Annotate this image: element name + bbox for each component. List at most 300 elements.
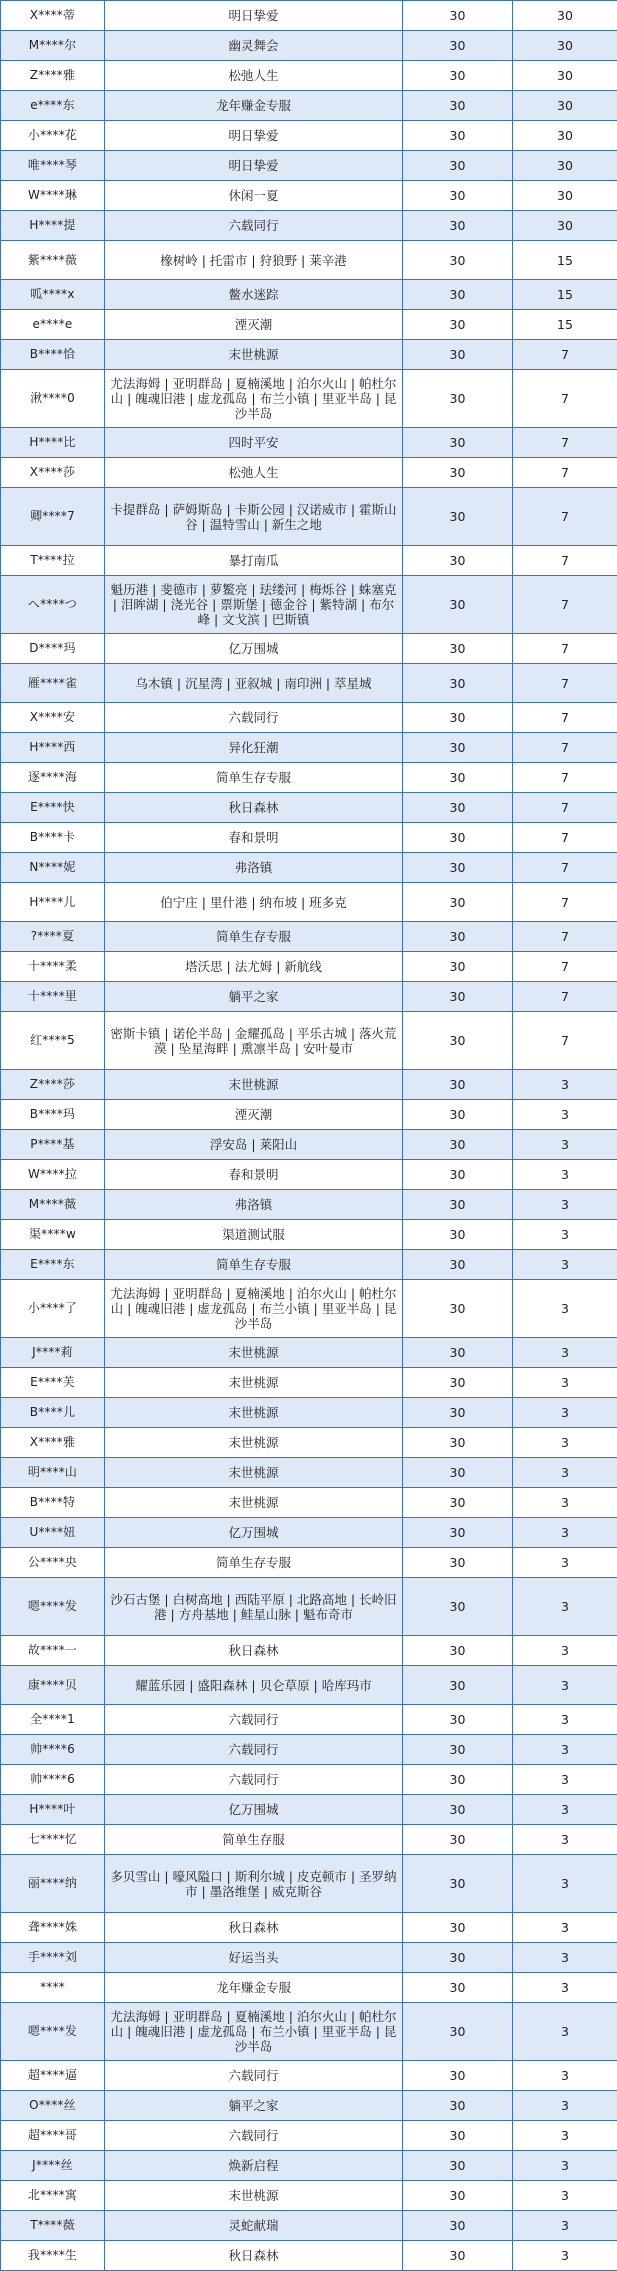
value-a-cell: 30 bbox=[403, 2091, 513, 2121]
table-row bbox=[1, 1190, 617, 1220]
server-cell: 密斯卡镇 | 诺伦半岛 | 金耀孤岛 | 平乐古城 | 落火荒漠 | 坠星海畔 | 熏凛半岛 | 安叶曼市 bbox=[105, 1012, 403, 1070]
value-a-cell: 30 bbox=[403, 61, 513, 91]
table-row bbox=[1, 1130, 617, 1160]
server-cell: 简单生存服 bbox=[105, 1825, 403, 1855]
table-row bbox=[1, 2061, 617, 2091]
server-cell: 六载同行 bbox=[105, 1705, 403, 1735]
value-a-cell: 30 bbox=[403, 211, 513, 241]
server-cell: 躺平之家 bbox=[105, 982, 403, 1012]
server-cell: 卡提群岛 | 萨姆斯岛 | 卡斯公园 | 汉诺威市 | 霍斯山谷 | 温特雪山 | 新生之地 bbox=[105, 488, 403, 546]
username-cell: 帅****6 bbox=[1, 1765, 105, 1795]
server-cell: 末世桃源 bbox=[105, 1458, 403, 1488]
value-b-cell: 3 bbox=[513, 1100, 617, 1130]
server-cell: 明日挚爱 bbox=[105, 151, 403, 181]
server-cell: 春和景明 bbox=[105, 1160, 403, 1190]
value-a-cell: 30 bbox=[403, 1428, 513, 1458]
table-row bbox=[1, 952, 617, 982]
value-b-cell: 3 bbox=[513, 2003, 617, 2061]
value-a-cell: 30 bbox=[403, 1636, 513, 1666]
value-b-cell: 15 bbox=[513, 310, 617, 340]
table-row bbox=[1, 1428, 617, 1458]
value-a-cell: 30 bbox=[403, 1100, 513, 1130]
value-b-cell: 3 bbox=[513, 1825, 617, 1855]
value-b-cell: 30 bbox=[513, 91, 617, 121]
username-cell: J****丝 bbox=[1, 2151, 105, 2181]
value-b-cell: 30 bbox=[513, 1, 617, 31]
table-row bbox=[1, 370, 617, 428]
value-b-cell: 7 bbox=[513, 952, 617, 982]
table-row bbox=[1, 241, 617, 280]
username-cell: O****丝 bbox=[1, 2091, 105, 2121]
server-cell: 渠道测试服 bbox=[105, 1220, 403, 1250]
value-a-cell: 30 bbox=[403, 1578, 513, 1636]
username-cell: ?****夏 bbox=[1, 922, 105, 952]
username-cell: 卿****7 bbox=[1, 488, 105, 546]
username-cell: 小****了 bbox=[1, 1280, 105, 1338]
value-b-cell: 3 bbox=[513, 1428, 617, 1458]
value-b-cell: 7 bbox=[513, 634, 617, 664]
table-row bbox=[1, 1518, 617, 1548]
value-b-cell: 3 bbox=[513, 1458, 617, 1488]
username-cell: 小****花 bbox=[1, 121, 105, 151]
value-b-cell: 7 bbox=[513, 793, 617, 823]
value-a-cell: 30 bbox=[403, 1, 513, 31]
value-a-cell: 30 bbox=[403, 428, 513, 458]
username-cell: U****妞 bbox=[1, 1518, 105, 1548]
username-cell: H****比 bbox=[1, 428, 105, 458]
value-a-cell: 30 bbox=[403, 664, 513, 703]
value-b-cell: 7 bbox=[513, 370, 617, 428]
server-cell: 乌木镇 | 沉星湾 | 亚叙城 | 南印洲 | 萃星城 bbox=[105, 664, 403, 703]
value-a-cell: 30 bbox=[403, 1973, 513, 2003]
value-a-cell: 30 bbox=[403, 1280, 513, 1338]
username-cell: 七****忆 bbox=[1, 1825, 105, 1855]
username-cell: H****提 bbox=[1, 211, 105, 241]
value-b-cell: 3 bbox=[513, 1368, 617, 1398]
username-cell: e****东 bbox=[1, 91, 105, 121]
username-cell: X****蒂 bbox=[1, 1, 105, 31]
value-a-cell: 30 bbox=[403, 2241, 513, 2271]
server-cell: 简单生存专服 bbox=[105, 1548, 403, 1578]
value-b-cell: 7 bbox=[513, 703, 617, 733]
server-cell: 多贝雪山 | 嚎风隘口 | 斯利尔城 | 皮克顿市 | 圣罗纳市 | 墨洛维堡 | 威克斯谷 bbox=[105, 1855, 403, 1913]
value-a-cell: 30 bbox=[403, 241, 513, 280]
table-row bbox=[1, 121, 617, 151]
username-cell: 丽****纳 bbox=[1, 1855, 105, 1913]
username-cell: 聋****姝 bbox=[1, 1913, 105, 1943]
value-b-cell: 3 bbox=[513, 1578, 617, 1636]
value-a-cell: 30 bbox=[403, 823, 513, 853]
table-row bbox=[1, 1250, 617, 1280]
username-cell: 嗯****发 bbox=[1, 2003, 105, 2061]
server-cell: 躺平之家 bbox=[105, 2091, 403, 2121]
username-cell: 呱****x bbox=[1, 280, 105, 310]
username-cell: **** bbox=[1, 1973, 105, 2003]
table-row bbox=[1, 793, 617, 823]
server-cell: 秋日森林 bbox=[105, 1913, 403, 1943]
username-cell: 紫****薇 bbox=[1, 241, 105, 280]
server-cell: 暴打南瓜 bbox=[105, 546, 403, 576]
table-row bbox=[1, 1012, 617, 1070]
server-cell: 末世桃源 bbox=[105, 2181, 403, 2211]
table-row bbox=[1, 91, 617, 121]
server-cell: 异化狂潮 bbox=[105, 733, 403, 763]
server-cell: 塔沃思 | 法尤姆 | 新航线 bbox=[105, 952, 403, 982]
username-cell: 十****柔 bbox=[1, 952, 105, 982]
username-cell: 超****逼 bbox=[1, 2061, 105, 2091]
server-cell: 六载同行 bbox=[105, 2121, 403, 2151]
value-b-cell: 7 bbox=[513, 488, 617, 546]
server-cell: 龙年赚金专服 bbox=[105, 91, 403, 121]
server-cell: 秋日森林 bbox=[105, 1636, 403, 1666]
value-a-cell: 30 bbox=[403, 883, 513, 922]
table-row bbox=[1, 31, 617, 61]
username-cell: 帅****6 bbox=[1, 1735, 105, 1765]
server-cell: 六载同行 bbox=[105, 1735, 403, 1765]
username-cell: W****琳 bbox=[1, 181, 105, 211]
username-cell: へ****つ bbox=[1, 576, 105, 634]
value-b-cell: 3 bbox=[513, 1666, 617, 1705]
value-b-cell: 3 bbox=[513, 2151, 617, 2181]
value-b-cell: 7 bbox=[513, 576, 617, 634]
username-cell: Z****莎 bbox=[1, 1070, 105, 1100]
value-a-cell: 30 bbox=[403, 1488, 513, 1518]
username-cell: J****莉 bbox=[1, 1338, 105, 1368]
table-row bbox=[1, 1100, 617, 1130]
value-b-cell: 7 bbox=[513, 982, 617, 1012]
username-cell: H****儿 bbox=[1, 883, 105, 922]
value-a-cell: 30 bbox=[403, 1666, 513, 1705]
value-a-cell: 30 bbox=[403, 546, 513, 576]
value-a-cell: 30 bbox=[403, 1130, 513, 1160]
server-cell: 末世桃源 bbox=[105, 1428, 403, 1458]
table-row bbox=[1, 1160, 617, 1190]
value-b-cell: 3 bbox=[513, 1548, 617, 1578]
table-row bbox=[1, 1070, 617, 1100]
server-cell: 四时平安 bbox=[105, 428, 403, 458]
value-b-cell: 30 bbox=[513, 211, 617, 241]
server-cell: 沙石古堡 | 白树高地 | 西陆平原 | 北路高地 | 长岭旧港 | 方舟基地 | 鲑星山脉 | 魁布奇市 bbox=[105, 1578, 403, 1636]
value-b-cell: 7 bbox=[513, 853, 617, 883]
server-cell: 简单生存专服 bbox=[105, 922, 403, 952]
username-cell: M****薇 bbox=[1, 1190, 105, 1220]
server-cell: 六载同行 bbox=[105, 1765, 403, 1795]
username-cell: E****快 bbox=[1, 793, 105, 823]
table-row bbox=[1, 2241, 617, 2271]
value-a-cell: 30 bbox=[403, 1190, 513, 1220]
table-row bbox=[1, 1973, 617, 2003]
username-cell: 渠****w bbox=[1, 1220, 105, 1250]
value-a-cell: 30 bbox=[403, 1795, 513, 1825]
value-b-cell: 3 bbox=[513, 1735, 617, 1765]
server-cell: 末世桃源 bbox=[105, 1338, 403, 1368]
username-cell: 明****山 bbox=[1, 1458, 105, 1488]
value-b-cell: 3 bbox=[513, 1488, 617, 1518]
value-a-cell: 30 bbox=[403, 853, 513, 883]
server-cell: 龙年赚金专服 bbox=[105, 1973, 403, 2003]
username-cell: H****叶 bbox=[1, 1795, 105, 1825]
value-a-cell: 30 bbox=[403, 370, 513, 428]
value-b-cell: 3 bbox=[513, 1795, 617, 1825]
value-b-cell: 7 bbox=[513, 546, 617, 576]
table-row bbox=[1, 1705, 617, 1735]
table-row bbox=[1, 458, 617, 488]
value-b-cell: 3 bbox=[513, 1250, 617, 1280]
table-row bbox=[1, 1220, 617, 1250]
server-cell: 亿万围城 bbox=[105, 634, 403, 664]
value-a-cell: 30 bbox=[403, 1825, 513, 1855]
value-b-cell: 7 bbox=[513, 883, 617, 922]
value-a-cell: 30 bbox=[403, 1398, 513, 1428]
table-row bbox=[1, 181, 617, 211]
table-row bbox=[1, 211, 617, 241]
value-a-cell: 30 bbox=[403, 576, 513, 634]
table-row bbox=[1, 546, 617, 576]
value-a-cell: 30 bbox=[403, 2121, 513, 2151]
value-a-cell: 30 bbox=[403, 703, 513, 733]
username-cell: 我****生 bbox=[1, 2241, 105, 2271]
value-b-cell: 7 bbox=[513, 733, 617, 763]
table-row bbox=[1, 280, 617, 310]
value-a-cell: 30 bbox=[403, 1913, 513, 1943]
table-row bbox=[1, 922, 617, 952]
value-a-cell: 30 bbox=[403, 151, 513, 181]
value-b-cell: 3 bbox=[513, 1398, 617, 1428]
table-row bbox=[1, 1735, 617, 1765]
value-a-cell: 30 bbox=[403, 922, 513, 952]
server-cell: 春和景明 bbox=[105, 823, 403, 853]
server-cell: 末世桃源 bbox=[105, 340, 403, 370]
username-cell: 十****里 bbox=[1, 982, 105, 1012]
table-row bbox=[1, 1855, 617, 1913]
value-b-cell: 30 bbox=[513, 61, 617, 91]
value-b-cell: 30 bbox=[513, 151, 617, 181]
value-a-cell: 30 bbox=[403, 1548, 513, 1578]
server-cell: 湮灭潮 bbox=[105, 310, 403, 340]
table-row bbox=[1, 1338, 617, 1368]
value-a-cell: 30 bbox=[403, 280, 513, 310]
server-cell: 湮灭潮 bbox=[105, 1100, 403, 1130]
username-cell: 唯****琴 bbox=[1, 151, 105, 181]
value-b-cell: 3 bbox=[513, 2241, 617, 2271]
username-cell: e****e bbox=[1, 310, 105, 340]
server-cell: 鳖水迷踪 bbox=[105, 280, 403, 310]
table-row bbox=[1, 310, 617, 340]
server-cell: 秋日森林 bbox=[105, 2241, 403, 2271]
table-row bbox=[1, 733, 617, 763]
value-b-cell: 3 bbox=[513, 1518, 617, 1548]
value-b-cell: 3 bbox=[513, 1220, 617, 1250]
table-row bbox=[1, 1666, 617, 1705]
server-cell: 焕新启程 bbox=[105, 2151, 403, 2181]
username-cell: B****卡 bbox=[1, 823, 105, 853]
server-cell: 休闲一夏 bbox=[105, 181, 403, 211]
value-b-cell: 7 bbox=[513, 922, 617, 952]
table-row bbox=[1, 2211, 617, 2241]
server-cell: 弗洛镇 bbox=[105, 853, 403, 883]
value-b-cell: 3 bbox=[513, 1943, 617, 1973]
value-b-cell: 3 bbox=[513, 2061, 617, 2091]
username-cell: Z****雅 bbox=[1, 61, 105, 91]
table-row bbox=[1, 576, 617, 634]
server-cell: 浮安岛 | 莱阳山 bbox=[105, 1130, 403, 1160]
username-cell: 超****哥 bbox=[1, 2121, 105, 2151]
server-cell: 尤法海姆 | 亚明群岛 | 夏楠溪地 | 泊尔火山 | 帕杜尔山 | 魄魂旧港 | 虚龙孤岛 | 布兰小镇 | 里亚半岛 | 昆沙半岛 bbox=[105, 2003, 403, 2061]
username-cell: 红****5 bbox=[1, 1012, 105, 1070]
value-b-cell: 3 bbox=[513, 1338, 617, 1368]
username-cell: X****莎 bbox=[1, 458, 105, 488]
value-a-cell: 30 bbox=[403, 2061, 513, 2091]
value-a-cell: 30 bbox=[403, 1518, 513, 1548]
table-row bbox=[1, 1913, 617, 1943]
server-cell: 简单生存专服 bbox=[105, 763, 403, 793]
value-a-cell: 30 bbox=[403, 2181, 513, 2211]
username-cell: 手****刘 bbox=[1, 1943, 105, 1973]
username-cell: B****玛 bbox=[1, 1100, 105, 1130]
table-row bbox=[1, 1368, 617, 1398]
table-row bbox=[1, 2121, 617, 2151]
value-b-cell: 7 bbox=[513, 340, 617, 370]
value-a-cell: 30 bbox=[403, 2211, 513, 2241]
server-cell: 松弛人生 bbox=[105, 458, 403, 488]
value-b-cell: 3 bbox=[513, 1973, 617, 2003]
table-row bbox=[1, 1578, 617, 1636]
table-row bbox=[1, 428, 617, 458]
value-b-cell: 3 bbox=[513, 1636, 617, 1666]
value-a-cell: 30 bbox=[403, 763, 513, 793]
table-row bbox=[1, 1943, 617, 1973]
username-cell: N****妮 bbox=[1, 853, 105, 883]
value-b-cell: 3 bbox=[513, 1280, 617, 1338]
server-cell: 弗洛镇 bbox=[105, 1190, 403, 1220]
value-b-cell: 3 bbox=[513, 2091, 617, 2121]
value-b-cell: 7 bbox=[513, 664, 617, 703]
username-cell: 逐****海 bbox=[1, 763, 105, 793]
username-cell: 全****1 bbox=[1, 1705, 105, 1735]
server-cell: 明日挚爱 bbox=[105, 121, 403, 151]
value-b-cell: 3 bbox=[513, 2211, 617, 2241]
username-cell: 雁****雀 bbox=[1, 664, 105, 703]
value-b-cell: 15 bbox=[513, 280, 617, 310]
username-cell: T****薇 bbox=[1, 2211, 105, 2241]
value-a-cell: 30 bbox=[403, 31, 513, 61]
table-row bbox=[1, 151, 617, 181]
value-b-cell: 3 bbox=[513, 1765, 617, 1795]
table-row bbox=[1, 340, 617, 370]
server-cell: 耀蓝乐园 | 盛阳森林 | 贝仑草原 | 哈库玛市 bbox=[105, 1666, 403, 1705]
value-b-cell: 30 bbox=[513, 31, 617, 61]
value-a-cell: 30 bbox=[403, 2003, 513, 2061]
value-a-cell: 30 bbox=[403, 1338, 513, 1368]
table-row bbox=[1, 1280, 617, 1338]
server-cell: 好运当头 bbox=[105, 1943, 403, 1973]
username-cell: 故****一 bbox=[1, 1636, 105, 1666]
server-cell: 魁历港 | 斐德市 | 萝鳘亮 | 珐缕河 | 梅烁谷 | 蛛塞克 | 泪眸湖 | 浇光谷 | 票斯堡 | 德金谷 | 紫特湖 | 布尔峰 | 文戈滨 | 巴斯镇 bbox=[105, 576, 403, 634]
username-cell: 公****央 bbox=[1, 1548, 105, 1578]
value-a-cell: 30 bbox=[403, 952, 513, 982]
winners-table-body bbox=[1, 1, 617, 2271]
username-cell: W****拉 bbox=[1, 1160, 105, 1190]
value-b-cell: 3 bbox=[513, 1705, 617, 1735]
table-row bbox=[1, 853, 617, 883]
value-a-cell: 30 bbox=[403, 1250, 513, 1280]
table-row bbox=[1, 1636, 617, 1666]
server-cell: 橡树岭 | 托雷市 | 狩狼野 | 莱辛港 bbox=[105, 241, 403, 280]
table-row bbox=[1, 1765, 617, 1795]
value-b-cell: 30 bbox=[513, 181, 617, 211]
value-b-cell: 15 bbox=[513, 241, 617, 280]
username-cell: X****安 bbox=[1, 703, 105, 733]
server-cell: 伯宁庄 | 里什港 | 纳布坡 | 班多克 bbox=[105, 883, 403, 922]
value-a-cell: 30 bbox=[403, 1705, 513, 1735]
table-row bbox=[1, 703, 617, 733]
server-cell: 秋日森林 bbox=[105, 793, 403, 823]
value-a-cell: 30 bbox=[403, 310, 513, 340]
table-row bbox=[1, 1488, 617, 1518]
value-a-cell: 30 bbox=[403, 634, 513, 664]
table-row bbox=[1, 1548, 617, 1578]
table-row bbox=[1, 2151, 617, 2181]
value-b-cell: 3 bbox=[513, 1190, 617, 1220]
username-cell: 嗯****发 bbox=[1, 1578, 105, 1636]
value-a-cell: 30 bbox=[403, 1855, 513, 1913]
value-a-cell: 30 bbox=[403, 1735, 513, 1765]
table-row bbox=[1, 883, 617, 922]
value-a-cell: 30 bbox=[403, 340, 513, 370]
value-a-cell: 30 bbox=[403, 1943, 513, 1973]
username-cell: B****恰 bbox=[1, 340, 105, 370]
table-row bbox=[1, 61, 617, 91]
value-a-cell: 30 bbox=[403, 181, 513, 211]
table-row bbox=[1, 1795, 617, 1825]
value-a-cell: 30 bbox=[403, 1070, 513, 1100]
value-b-cell: 3 bbox=[513, 1130, 617, 1160]
value-a-cell: 30 bbox=[403, 2151, 513, 2181]
server-cell: 末世桃源 bbox=[105, 1368, 403, 1398]
value-b-cell: 7 bbox=[513, 763, 617, 793]
table-row bbox=[1, 763, 617, 793]
table-row bbox=[1, 2181, 617, 2211]
username-cell: D****玛 bbox=[1, 634, 105, 664]
value-b-cell: 7 bbox=[513, 428, 617, 458]
table-row bbox=[1, 1825, 617, 1855]
server-cell: 末世桃源 bbox=[105, 1070, 403, 1100]
table-row bbox=[1, 664, 617, 703]
table-row bbox=[1, 488, 617, 546]
server-cell: 亿万围城 bbox=[105, 1518, 403, 1548]
value-a-cell: 30 bbox=[403, 91, 513, 121]
server-cell: 末世桃源 bbox=[105, 1488, 403, 1518]
username-cell: P****基 bbox=[1, 1130, 105, 1160]
value-b-cell: 3 bbox=[513, 1913, 617, 1943]
server-cell: 亿万围城 bbox=[105, 1795, 403, 1825]
username-cell: H****西 bbox=[1, 733, 105, 763]
value-a-cell: 30 bbox=[403, 982, 513, 1012]
value-a-cell: 30 bbox=[403, 121, 513, 151]
server-cell: 六载同行 bbox=[105, 2061, 403, 2091]
value-a-cell: 30 bbox=[403, 1160, 513, 1190]
value-a-cell: 30 bbox=[403, 1458, 513, 1488]
username-cell: 康****贝 bbox=[1, 1666, 105, 1705]
table-row bbox=[1, 2003, 617, 2061]
value-b-cell: 3 bbox=[513, 1160, 617, 1190]
value-b-cell: 3 bbox=[513, 1070, 617, 1100]
server-cell: 尤法海姆 | 亚明群岛 | 夏楠溪地 | 泊尔火山 | 帕杜尔山 | 魄魂旧港 | 虚龙孤岛 | 布兰小镇 | 里亚半岛 | 昆沙半岛 bbox=[105, 1280, 403, 1338]
table-row bbox=[1, 1458, 617, 1488]
table-row bbox=[1, 634, 617, 664]
username-cell: E****芙 bbox=[1, 1368, 105, 1398]
server-cell: 尤法海姆 | 亚明群岛 | 夏楠溪地 | 泊尔火山 | 帕杜尔山 | 魄魂旧港 | 虚龙孤岛 | 布兰小镇 | 里亚半岛 | 昆沙半岛 bbox=[105, 370, 403, 428]
